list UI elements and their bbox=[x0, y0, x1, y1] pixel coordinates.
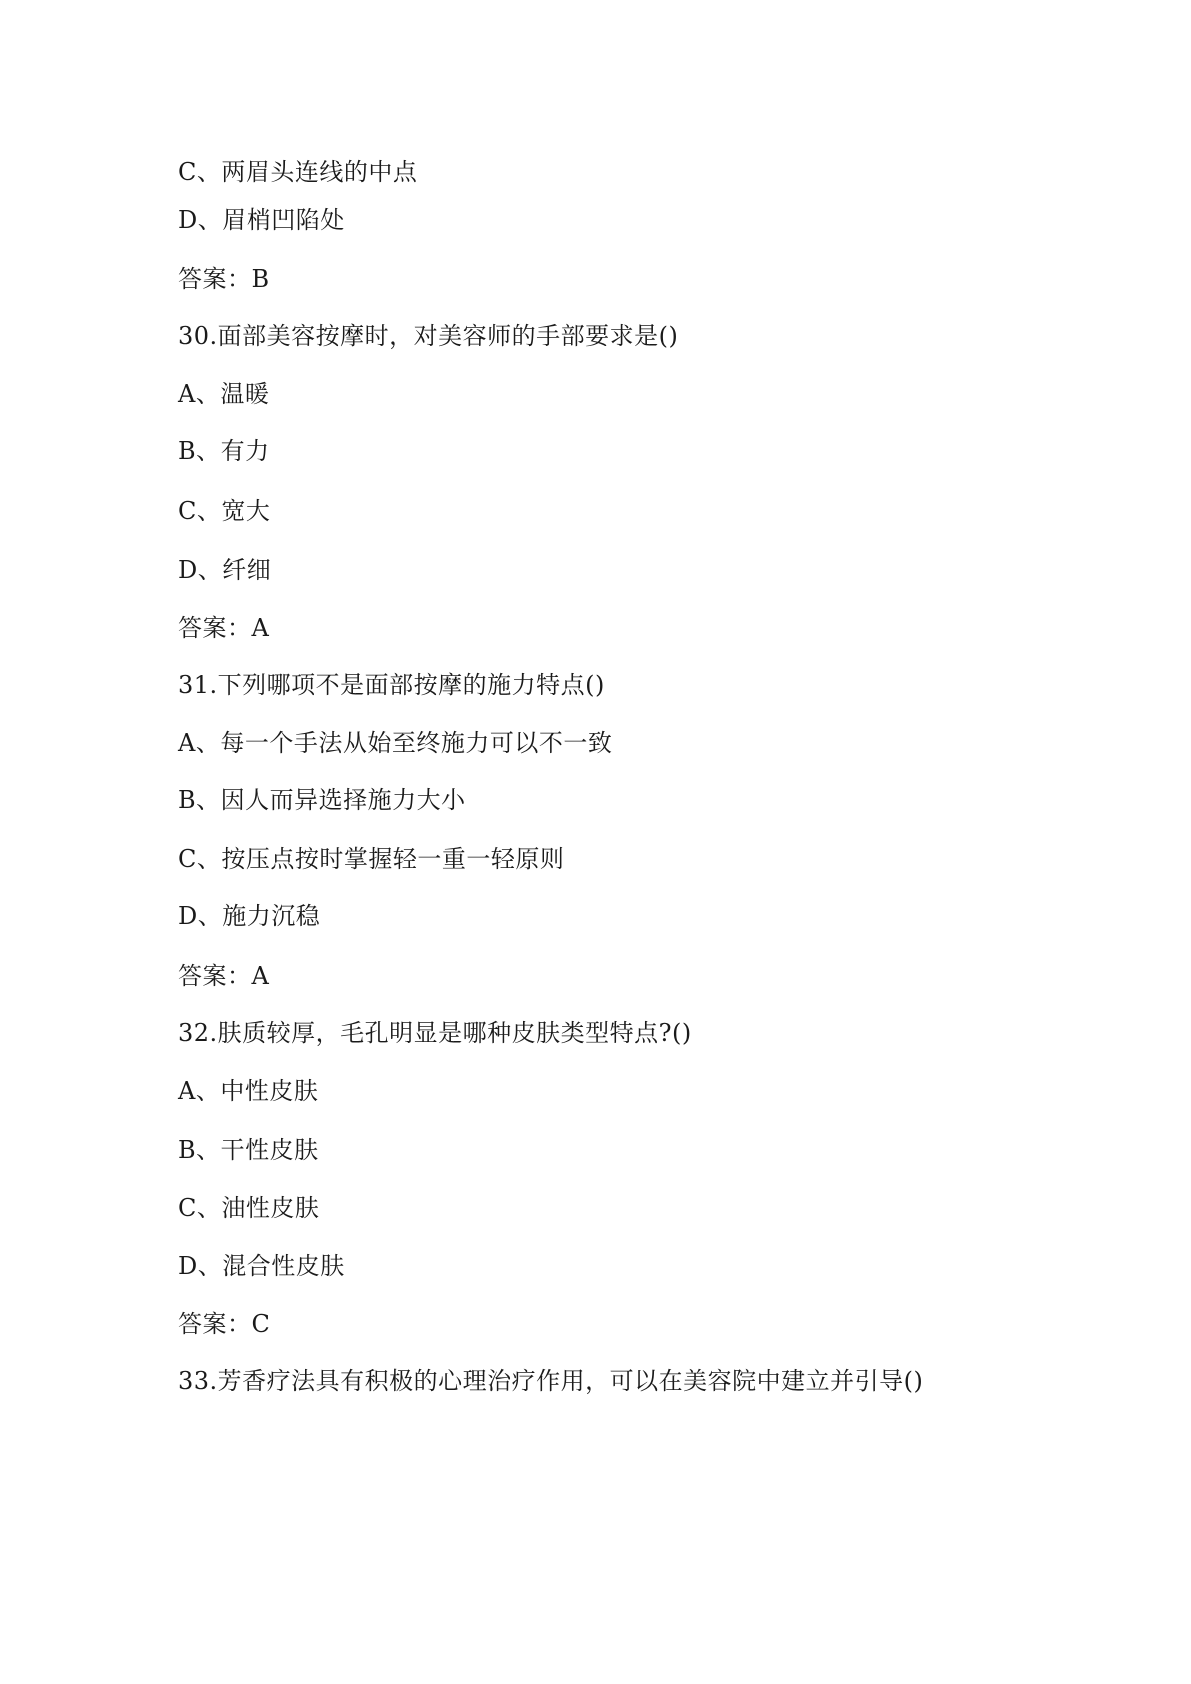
option-d: D、纤细 bbox=[178, 556, 272, 584]
question-31: 31.下列哪项不是面部按摩的施力特点() bbox=[178, 671, 605, 699]
question-30: 30.面部美容按摩时，对美容师的手部要求是() bbox=[178, 322, 679, 350]
option-a: A、中性皮肤 bbox=[178, 1077, 319, 1105]
option-c: C、两眉头连线的中点 bbox=[178, 158, 418, 186]
option-a: A、每一个手法从始至终施力可以不一致 bbox=[178, 729, 613, 757]
option-b: B、因人而异选择施力大小 bbox=[178, 786, 466, 814]
option-b: B、有力 bbox=[178, 437, 270, 465]
question-32: 32.肤质较厚，毛孔明显是哪种皮肤类型特点?() bbox=[178, 1019, 692, 1047]
answer: 答案：B bbox=[178, 265, 270, 293]
answer: 答案：A bbox=[178, 962, 270, 990]
option-d: D、施力沉稳 bbox=[178, 902, 321, 930]
option-d: D、眉梢凹陷处 bbox=[178, 206, 345, 234]
option-c: C、宽大 bbox=[178, 497, 271, 525]
question-33: 33.芳香疗法具有积极的心理治疗作用，可以在美容院中建立并引导() bbox=[178, 1367, 924, 1395]
option-b: B、干性皮肤 bbox=[178, 1136, 319, 1164]
option-a: A、温暖 bbox=[178, 380, 270, 408]
option-c: C、按压点按时掌握轻一重一轻原则 bbox=[178, 845, 565, 873]
option-d: D、混合性皮肤 bbox=[178, 1252, 345, 1280]
answer: 答案：A bbox=[178, 614, 270, 642]
answer: 答案：C bbox=[178, 1310, 271, 1338]
option-c: C、油性皮肤 bbox=[178, 1194, 320, 1222]
